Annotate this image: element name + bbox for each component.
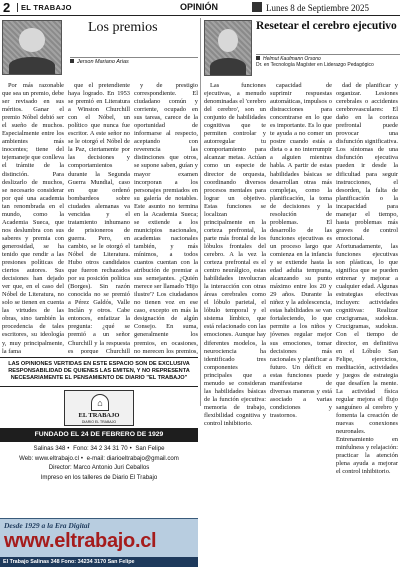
phone: Fono: 34 2 34 31 70: [73, 445, 128, 452]
author-role: Dr. en Tecnología Magíster en Liderazgo Pedagógico: [256, 62, 374, 68]
email-link[interactable]: e-mail: diarioeltrabajo@gmail.com: [86, 454, 179, 462]
ad-url[interactable]: www.eltrabajo.cl: [4, 530, 157, 552]
paper-name: EL TRABAJO: [17, 3, 72, 12]
printer: Impreso en los talleres de Diario El Trabajo: [40, 473, 158, 481]
ad-footer: El Trabajo Salinas 348 Fono: 34234 3170 San Felipe: [0, 557, 198, 567]
director: Director: Marco Antonio Juri Ceballos: [48, 464, 150, 471]
left-article-col-2: [68, 82, 130, 354]
byline-right: [256, 54, 400, 68]
right-article-text-1: Las funciones ejecutivas, a menudo denominadas el 'cerebro del cerebro', son un conjunto de habilidades cognitivas que te permiten controlar y autorregular tu comportamiento para alcanzar metas. Actúan como un especie de director de orquesta, coordinando diversos procesos mentales para lograr un objetivo. Estas funciones se localizan principalmente en la corteza prefrontal, la parte más frontal de los lóbulos frontales del cerebro. A la vez la corteza prefrontal es el centro neurálgico, estas habilidades involucran la interacción con otras áreas cerebrales como el lóbulo parietal, el lóbulo temporal y el sistema límbico, que está relacionado con las emociones. Aunque hay diferentes modelos, la neurociencia ha identificado tres componentes principales que a menudo se consideran las habilidades básicas de la función ejecutiva: memoria de trabajo, flexibilidad cognitiva y control inhibitorio.: [204, 82, 266, 427]
brand-name: EL TRABAJO: [78, 412, 120, 419]
byline-left: [70, 57, 198, 65]
left-article-col-1: [2, 82, 64, 354]
right-article-text-2: capacidad de suprimir respuestas automáticas, impulsos o distracciones para concentrarse en lo que es importante. Es lo que te ayuda a no comer un postre cuando estás a dieta o a no interrumpir a alguien mientras habla. A partir de estas habilidades básicas se desarrollan otras más complejas, como la planificación, la toma de decisiones y la resolución de problemas. El desarrollo de las funciones ejecutivas es un proceso largo que comienza en la infancia y se extiende hasta la edad adulta temprana, alcanzando su punto máximo entre los 20 y 29 años. Durante la niñez y la adolescencia, estas habilidades se van fortaleciendo, lo que permite a los niños y jóvenes regular mejor sus emociones, tomar decisiones más racionales y planificar a futuro. Un déficit en estas funciones puede manifestarse de diversas maneras y está asociado a varias condiciones y trastornos.: [270, 82, 332, 419]
page-number: 2: [3, 0, 11, 15]
author-left: Jerson Mariano Arias: [77, 59, 129, 65]
section-title: OPINIÓN: [180, 2, 219, 12]
founded-banner: FUNDADO EL 24 DE FEBRERO DE 1929: [0, 428, 198, 442]
opinion-disclaimer: LAS OPINIONES VERTIDAS EN ESTE ESPACIO SON DE EXCLUSIVA RESPONSABILIDAD DE QUIENES LAS EMITEN, Y NO REPRESENTA NECESARIAMENTE EL PENSAMIENTO DE DIARIO "EL TRABAJO": [0, 357, 198, 387]
website-link[interactable]: Web: www.eltrabajo.cl: [19, 454, 79, 462]
article-title-left: Los premios: [88, 20, 158, 35]
left-article-text-2: que el pretendiente haya logrado. En 1953 se premió en Literatura a Winston Churchill con el Nóbel, un político que nunca fue escritor. A este señor no se le otorgó el Nóbel de la Paz, ciertamente por las decisiones y comportamientos durante la Segunda Guerra Mundial, caso en que ordenó bombardeos sobre ciudades alemanas va vencidas y el tratamiento inhumano de prisioneros de guerra. Pero, en cambio, se le otorgó el Nóbel de Literatura. Hubo otros candidatos que fueron rechazados por su posición política (Borges). Sin razón conocida no se premió a Pérez Galdós, Valle Inclán y otros. Cabe entonces, enfatizar la pregunta: ¿qué se premió a un señor Churchill y la respuesta es porque Churchill: [68, 82, 130, 354]
right-article-col-1: [204, 82, 266, 574]
advertisement-banner[interactable]: [0, 518, 198, 574]
column-divider: [200, 18, 201, 406]
ad-bottom-strip: [0, 567, 198, 574]
issue-date: Lunes 8 de Septiembre 2025: [266, 3, 369, 13]
left-article-col-3: [134, 82, 198, 354]
author-photo-right: [204, 20, 252, 76]
brand-tagline: DIARIO EL TRABAJO: [81, 420, 117, 424]
city: San Felipe: [135, 445, 165, 452]
author-right: Helmut Kaufmann Orsono: [263, 56, 321, 62]
right-article-col-2: [270, 82, 332, 574]
byline-marker-icon: [70, 59, 74, 63]
left-article-text-1: Por más razonable que sea un premio, debe ser revisado en sus méritos. Ganar el premio Nóbel debió ser el sueño de muchos. Especialmente entre los ambientes más inocentes; tiene del tejemaneje que conlleva el trámite de la distinción. Para deslizarlo de muchos, se necesario considerar por qué una academia tan renombrada en el mundo, como la Academia Sueca, que nos deslumbra con sus saberes y premia con generosidad, se ha tenido que rendir a las presiones políticas de ciertos autores. Sus decisiones han dejado ver que, en el caso del Nóbel de Literatura, no solo se tienen en cuenta las virtudes de las obras, sino también la procedencia de tales escritores, su ideología y, muy principalmente, la fama: [2, 82, 64, 354]
masthead: [0, 0, 400, 16]
newspaper-logo: [64, 390, 134, 426]
right-article-col-3: [336, 82, 398, 574]
ad-since: Desde 1929 a la Era Digital: [4, 521, 90, 530]
article-title-right: Resetear el cerebro ejecutivo: [256, 20, 397, 32]
author-photo-left: [2, 20, 62, 75]
address: Salinas 348: [33, 445, 66, 452]
date-marker-icon: [252, 2, 262, 12]
right-article-text-3: dad de planificar y organizar. Lesiones cerebrales o accidentes cerebrovasculares: El daño en la corteza prefrontal puede provocar una disfunción significativa. Los síntomas de una disfunción ejecutiva pueden ir desde la dificultad para seguir instrucciones, el desorden, la falta de planificación o la incapacidad para manejar el tiempo, hasta problemas más graves de control emocional. Afortunadamente, las funciones ejecutivas son plásticas, lo que significa que se pueden entrenar y mejorar a cualquier edad. Algunas estrategias efectivas incluyen: actividades cognitivas: Realizar crucigramas, sudokus. Crucigramas, sudokus. Con el tiempo de director, en definitiva en el Lóbulo San Felipe, ejercicios, meditación, actividades y juegos de estrategia que desafíen la mente. La actividad física regular mejora el flujo sanguíneo al cerebro y fomenta la creación de nuevas conexiones neuronales. Entrenamiento en minfulness y relajación: practicar la atención plena ayuda a mejorar el control inhibitorio.: [336, 82, 398, 476]
left-article-text-3: y de prestigio correspondiente. El ciudadano común y corriente, ocupado en sus tareas, carece de la oportunidad de informarse al respecto, aceptando con reverencia las distinciones que otros, se supone saben, guían y mayor examen incorporan a los personajes premiados en su galería de notables. Este asunto no termina en la Academia Sueca; se extiende a los municipios nacionales, academias nacionales también, y más mínimos, a todos cuantos cuentan con la atribución de premiar a sus semejantes. ¿Quién merece ser llamado 'Hijo ilustre'? Los ciudadanos no tienen voz en ese caso, excepto en más la designación de algún Consejo. En suma, generalmente los premios, en ocasiones, no merecen los premios,: [134, 82, 198, 354]
byline-marker-icon: [256, 56, 260, 60]
building-icon: ⌂: [91, 394, 109, 411]
contact-info: Salinas 348 • Fono: 34 2 34 31 70 • San Felipe Web: www.eltrabajo.cl • e-mail: diarioeltrabajo@gmail.com Director: Marco Antonio Juri Ceballos Impreso en los talleres de Diario El Trabajo: [0, 444, 198, 482]
